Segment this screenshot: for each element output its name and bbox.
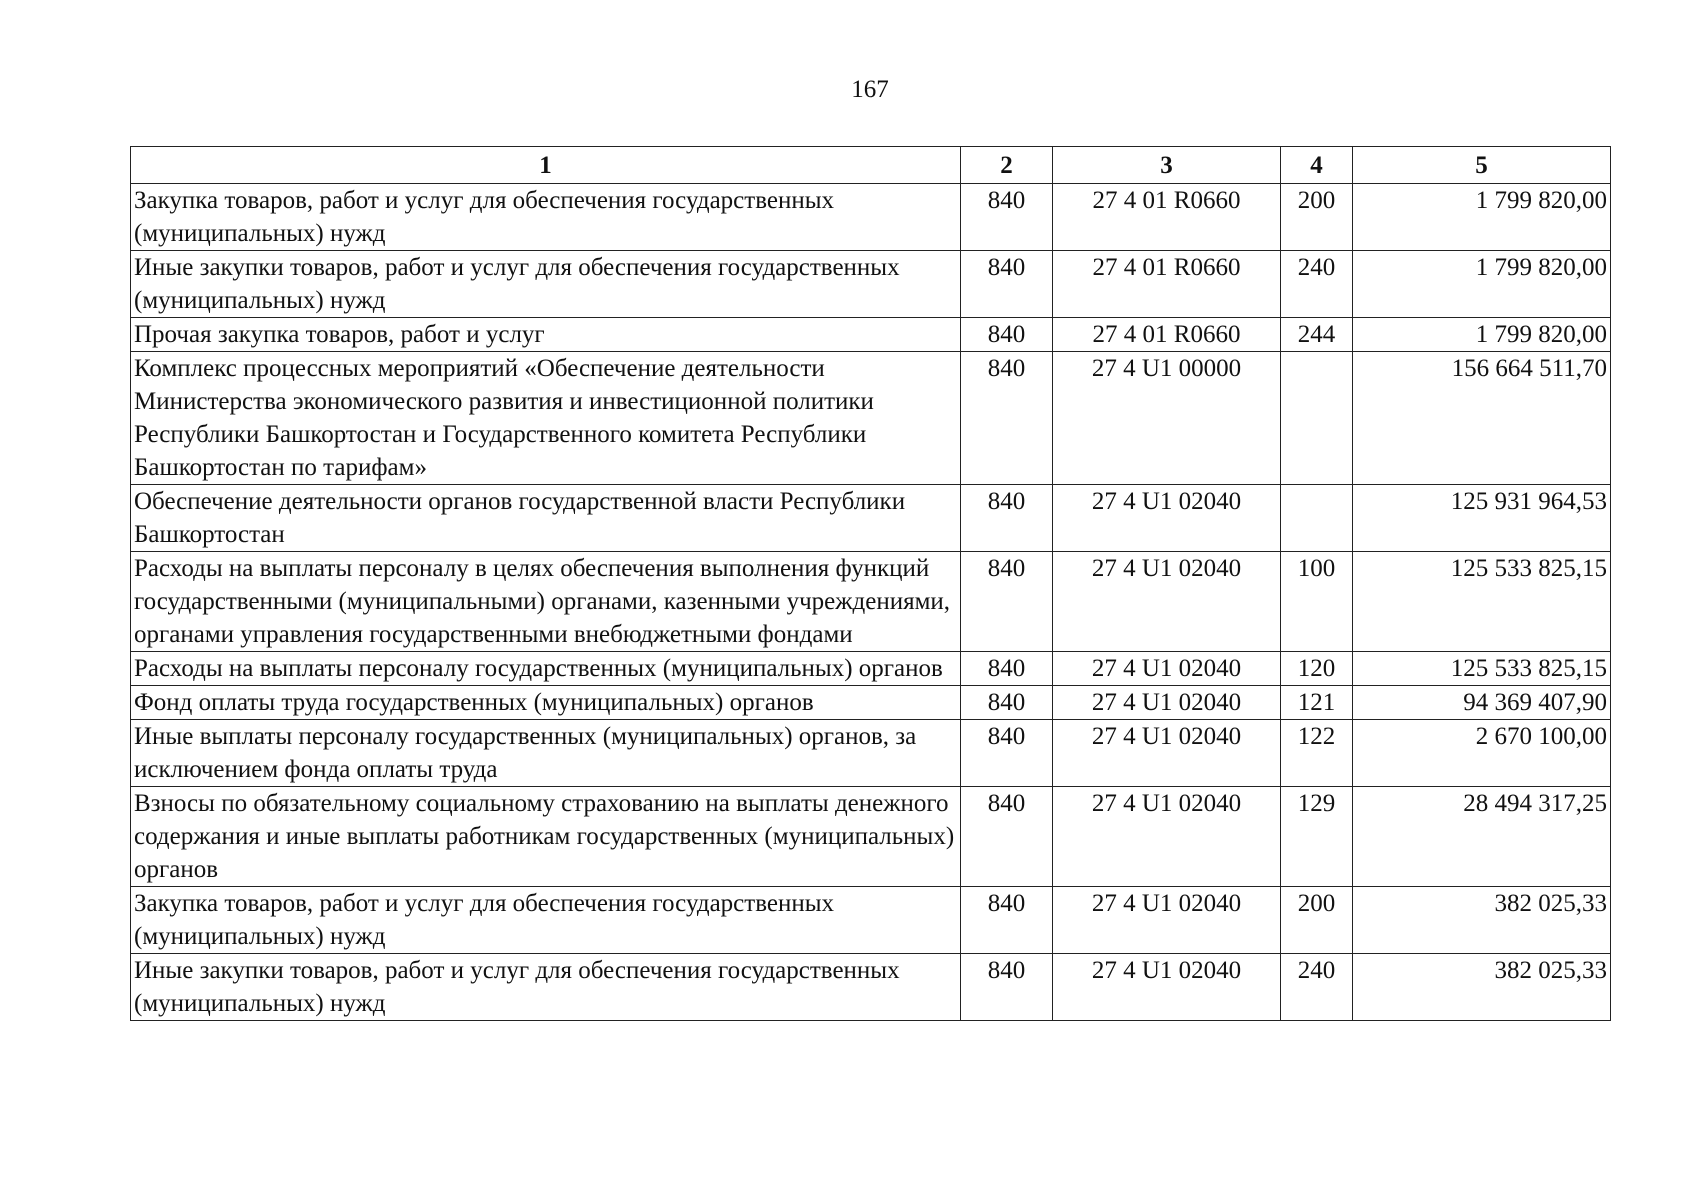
- cell-code: 840: [961, 720, 1053, 787]
- header-col-3: 3: [1053, 147, 1281, 184]
- cell-type: 200: [1281, 184, 1353, 251]
- cell-target: 27 4 U1 02040: [1053, 787, 1281, 887]
- cell-target: 27 4 U1 02040: [1053, 485, 1281, 552]
- page-number: 167: [851, 76, 889, 103]
- cell-code: 840: [961, 552, 1053, 652]
- cell-amount: 94 369 407,90: [1353, 686, 1611, 720]
- header-col-4: 4: [1281, 147, 1353, 184]
- table-row: [131, 686, 1611, 720]
- cell-code: 840: [961, 652, 1053, 686]
- cell-name: Расходы на выплаты персоналу в целях обеспечения выполнения функций государственными (муниципальными) органами, казенными учреждениями, органами управления государственными внебюджетными фондами: [131, 552, 961, 652]
- table-row: [131, 485, 1611, 552]
- cell-name: Иные закупки товаров, работ и услуг для обеспечения государственных (муниципальных) нужд: [131, 251, 961, 318]
- cell-name: Закупка товаров, работ и услуг для обеспечения государственных (муниципальных) нужд: [131, 184, 961, 251]
- cell-amount: 382 025,33: [1353, 954, 1611, 1021]
- cell-amount: 1 799 820,00: [1353, 251, 1611, 318]
- cell-name: Расходы на выплаты персоналу государственных (муниципальных) органов: [131, 652, 961, 686]
- cell-amount: 382 025,33: [1353, 887, 1611, 954]
- cell-amount: 156 664 511,70: [1353, 352, 1611, 485]
- cell-code: 840: [961, 787, 1053, 887]
- table-row: [131, 720, 1611, 787]
- cell-target: 27 4 U1 02040: [1053, 720, 1281, 787]
- cell-type: 240: [1281, 954, 1353, 1021]
- cell-amount: 125 533 825,15: [1353, 652, 1611, 686]
- cell-name: Комплекс процессных мероприятий «Обеспечение деятельности Министерства экономического развития и инвестиционной политики Республики Башкортостан и Государственного комитета Республики Башкортостан по тарифам»: [131, 352, 961, 485]
- cell-name: Фонд оплаты труда государственных (муниципальных) органов: [131, 686, 961, 720]
- cell-code: 840: [961, 352, 1053, 485]
- table-header-row: [131, 147, 1611, 184]
- cell-type: 121: [1281, 686, 1353, 720]
- cell-amount: 1 799 820,00: [1353, 184, 1611, 251]
- cell-target: 27 4 U1 02040: [1053, 887, 1281, 954]
- cell-amount: 28 494 317,25: [1353, 787, 1611, 887]
- table-row: [131, 887, 1611, 954]
- cell-amount: 125 533 825,15: [1353, 552, 1611, 652]
- table-row: [131, 652, 1611, 686]
- header-col-5: 5: [1353, 147, 1611, 184]
- cell-code: 840: [961, 954, 1053, 1021]
- cell-target: 27 4 U1 02040: [1053, 954, 1281, 1021]
- cell-target: 27 4 U1 02040: [1053, 652, 1281, 686]
- cell-amount: 2 670 100,00: [1353, 720, 1611, 787]
- cell-code: 840: [961, 184, 1053, 251]
- table-body: [131, 184, 1611, 1021]
- cell-name: Закупка товаров, работ и услуг для обеспечения государственных (муниципальных) нужд: [131, 887, 961, 954]
- budget-table: [130, 146, 1611, 1021]
- table-row: [131, 184, 1611, 251]
- header-col-2: 2: [961, 147, 1053, 184]
- cell-type: 120: [1281, 652, 1353, 686]
- cell-name: Прочая закупка товаров, работ и услуг: [131, 318, 961, 352]
- cell-type: 240: [1281, 251, 1353, 318]
- table-row: [131, 251, 1611, 318]
- cell-name: Иные закупки товаров, работ и услуг для обеспечения государственных (муниципальных) нужд: [131, 954, 961, 1021]
- cell-amount: 1 799 820,00: [1353, 318, 1611, 352]
- cell-code: 840: [961, 485, 1053, 552]
- cell-amount: 125 931 964,53: [1353, 485, 1611, 552]
- cell-target: 27 4 U1 02040: [1053, 686, 1281, 720]
- cell-code: 840: [961, 251, 1053, 318]
- table-row: [131, 787, 1611, 887]
- cell-type: [1281, 485, 1353, 552]
- cell-code: 840: [961, 318, 1053, 352]
- table-row: [131, 954, 1611, 1021]
- cell-target: 27 4 U1 02040: [1053, 552, 1281, 652]
- cell-type: [1281, 352, 1353, 485]
- cell-target: 27 4 U1 00000: [1053, 352, 1281, 485]
- cell-name: Иные выплаты персоналу государственных (муниципальных) органов, за исключением фонда оплаты труда: [131, 720, 961, 787]
- cell-target: 27 4 01 R0660: [1053, 184, 1281, 251]
- cell-code: 840: [961, 686, 1053, 720]
- table-row: [131, 318, 1611, 352]
- table-row: [131, 352, 1611, 485]
- cell-name: Обеспечение деятельности органов государственной власти Республики Башкортостан: [131, 485, 961, 552]
- cell-type: 129: [1281, 787, 1353, 887]
- cell-type: 100: [1281, 552, 1353, 652]
- table-row: [131, 552, 1611, 652]
- cell-type: 244: [1281, 318, 1353, 352]
- cell-type: 122: [1281, 720, 1353, 787]
- cell-name: Взносы по обязательному социальному страхованию на выплаты денежного содержания и иные выплаты работникам государственных (муниципальных) органов: [131, 787, 961, 887]
- cell-type: 200: [1281, 887, 1353, 954]
- cell-code: 840: [961, 887, 1053, 954]
- cell-target: 27 4 01 R0660: [1053, 251, 1281, 318]
- cell-target: 27 4 01 R0660: [1053, 318, 1281, 352]
- header-col-1: 1: [131, 147, 961, 184]
